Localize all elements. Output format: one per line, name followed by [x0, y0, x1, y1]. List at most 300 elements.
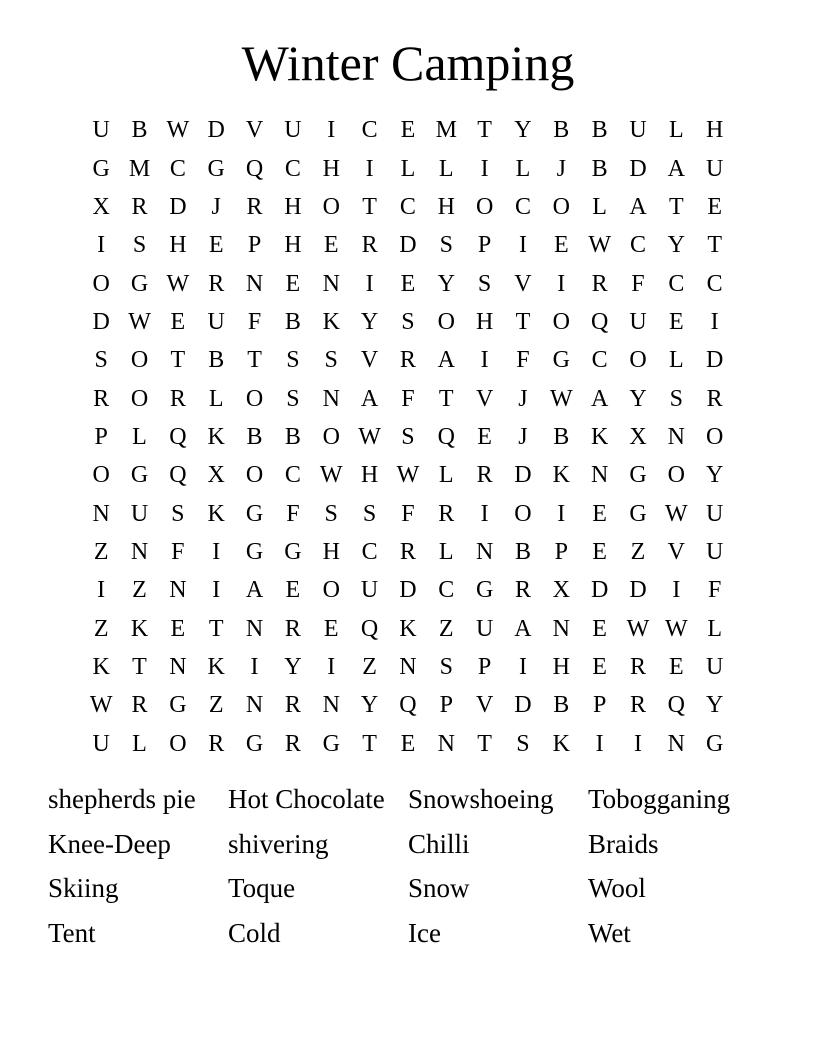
grid-letter: Q	[437, 423, 455, 450]
grid-letter: V	[245, 117, 264, 144]
grid-letter: O	[130, 385, 149, 412]
grid-letter: E	[592, 500, 607, 527]
grid-letter: Z	[93, 615, 109, 642]
grid-letter: J	[518, 385, 528, 412]
grid-letter: L	[438, 155, 454, 182]
grid-letter: K	[207, 423, 225, 450]
grid-letter: G	[245, 538, 264, 565]
grid-letter: G	[552, 347, 570, 374]
grid-letter: F	[171, 538, 185, 565]
grid-letter: G	[130, 462, 149, 489]
grid-letter: D	[92, 308, 110, 335]
grid-letter: E	[400, 730, 416, 757]
grid-letter: E	[400, 117, 416, 144]
grid-letter: M	[435, 117, 457, 144]
word-list-item: Cold	[228, 918, 281, 949]
grid-letter: I	[710, 308, 719, 335]
grid-letter: N	[399, 653, 417, 680]
grid-letter: D	[514, 692, 532, 719]
grid-letter: R	[361, 232, 378, 259]
grid-letter: K	[590, 423, 609, 450]
word-list-item: Braids	[588, 828, 659, 859]
grid-letter: H	[322, 538, 340, 565]
grid-letter: W	[396, 462, 420, 489]
grid-letter: A	[245, 577, 264, 604]
grid-letter: E	[668, 653, 684, 680]
grid-letter: B	[284, 308, 301, 335]
grid-letter: I	[212, 538, 221, 565]
grid-letter: B	[514, 538, 531, 565]
grid-letter: L	[668, 347, 684, 374]
grid-letter: I	[480, 155, 489, 182]
grid-letter: B	[553, 692, 570, 719]
grid-letter: I	[327, 117, 336, 144]
grid-letter: L	[400, 155, 416, 182]
grid-letter: R	[706, 385, 723, 412]
grid-letter: H	[475, 308, 494, 335]
grid-letter: S	[171, 500, 185, 527]
grid-letter: L	[132, 423, 147, 450]
grid-letter: E	[592, 653, 607, 680]
grid-letter: L	[132, 730, 147, 757]
grid-letter: D	[399, 232, 417, 259]
grid-letter: G	[130, 270, 149, 297]
grid-letter: S	[362, 500, 377, 527]
grid-letter: T	[247, 347, 262, 374]
grid-letter: C	[514, 193, 531, 220]
grid-letter: W	[358, 423, 381, 450]
grid-letter: T	[477, 117, 492, 144]
grid-letter: L	[438, 538, 454, 565]
grid-letter: G	[169, 692, 187, 719]
grid-letter: D	[590, 577, 609, 604]
grid-letter: A	[514, 615, 532, 642]
grid-letter: E	[668, 308, 684, 335]
grid-letter: G	[629, 500, 647, 527]
grid-letter: D	[629, 577, 647, 604]
grid-letter: B	[284, 423, 301, 450]
grid-letter: U	[92, 730, 110, 757]
grid-letter: T	[170, 347, 186, 374]
grid-letter: O	[514, 500, 532, 527]
grid-letter: L	[438, 462, 454, 489]
grid-letter: F	[401, 500, 415, 527]
grid-letter: S	[439, 232, 453, 259]
grid-letter: S	[477, 270, 492, 297]
grid-letter: K	[322, 308, 340, 335]
grid-letter: I	[480, 500, 489, 527]
grid-letter: X	[207, 462, 225, 489]
grid-letter: V	[360, 347, 379, 374]
grid-letter: C	[169, 155, 186, 182]
grid-letter: K	[207, 653, 225, 680]
grid-letter: R	[208, 730, 225, 757]
grid-letter: Y	[284, 653, 302, 680]
grid-letter: Y	[706, 692, 724, 719]
grid-letter: C	[361, 538, 378, 565]
grid-letter: Q	[169, 462, 187, 489]
grid-letter: S	[669, 385, 683, 412]
grid-letter: N	[322, 385, 340, 412]
grid-letter: H	[322, 155, 340, 182]
grid-letter: C	[591, 347, 608, 374]
grid-letter: A	[629, 193, 647, 220]
grid-letter: V	[514, 270, 532, 297]
grid-letter: Q	[399, 692, 417, 719]
grid-letter: B	[131, 117, 148, 144]
grid-letter: P	[477, 653, 492, 680]
grid-letter: U	[706, 538, 724, 565]
grid-letter: Y	[360, 692, 379, 719]
grid-letter: W	[549, 385, 573, 412]
grid-letter: U	[629, 308, 647, 335]
word-list-item: Toque	[228, 873, 296, 904]
word-list-item: Tent	[48, 918, 96, 949]
grid-letter: G	[629, 462, 647, 489]
grid-letter: R	[284, 692, 301, 719]
grid-letter: C	[438, 577, 455, 604]
grid-letter: K	[130, 615, 149, 642]
grid-letter: I	[518, 232, 527, 259]
grid-letter: W	[588, 232, 611, 259]
grid-letter: O	[322, 577, 340, 604]
grid-letter: S	[132, 232, 147, 259]
word-list-item: Tobogganing	[588, 784, 731, 814]
grid-letter: L	[707, 615, 722, 642]
grid-letter: R	[131, 193, 148, 220]
grid-letter: C	[399, 193, 416, 220]
grid-letter: W	[89, 692, 113, 719]
grid-letter: I	[365, 155, 374, 182]
grid-letter: D	[169, 193, 187, 220]
grid-letter: O	[245, 385, 264, 412]
grid-letter: S	[94, 347, 108, 374]
grid-letter: B	[553, 117, 570, 144]
grid-letter: M	[128, 155, 151, 182]
grid-letter: I	[97, 577, 106, 604]
grid-letter: O	[706, 423, 724, 450]
grid-letter: S	[516, 730, 530, 757]
grid-letter: B	[591, 155, 608, 182]
grid-letter: N	[475, 538, 494, 565]
grid-letter: R	[476, 462, 493, 489]
grid-letter: H	[706, 117, 724, 144]
grid-letter: B	[591, 117, 608, 144]
grid-letter: C	[361, 117, 378, 144]
grid-letter: K	[207, 500, 225, 527]
grid-letter: E	[707, 193, 722, 220]
grid-letter: S	[286, 385, 300, 412]
grid-letter: K	[552, 462, 570, 489]
grid-letter: F	[401, 385, 415, 412]
grid-letter: D	[399, 577, 417, 604]
grid-letter: O	[92, 270, 110, 297]
grid-letter: C	[706, 270, 723, 297]
grid-letter: W	[665, 615, 688, 642]
grid-letter: Z	[362, 653, 377, 680]
grid-letter: T	[515, 308, 531, 335]
word-list-item: Snowshoeing	[408, 784, 554, 814]
grid-letter: R	[93, 385, 110, 412]
grid-letter: E	[208, 232, 224, 259]
grid-letter: S	[324, 347, 338, 374]
grid-letter: P	[247, 232, 262, 259]
word-list-item: Chilli	[408, 828, 470, 859]
grid-letter: P	[477, 232, 492, 259]
grid-letter: O	[169, 730, 187, 757]
grid-letter: Y	[360, 308, 379, 335]
grid-letter: S	[286, 347, 300, 374]
word-list-item: Ice	[408, 918, 441, 949]
grid-letter: Q	[590, 308, 609, 335]
grid-letter: T	[208, 615, 224, 642]
grid-letter: L	[208, 385, 224, 412]
grid-letter: A	[437, 347, 455, 374]
grid-letter: K	[92, 653, 110, 680]
word-list-item: shivering	[228, 828, 329, 859]
grid-letter: Y	[667, 232, 685, 259]
grid-letter: L	[668, 117, 684, 144]
grid-letter: O	[552, 308, 570, 335]
grid-letter: O	[322, 193, 340, 220]
grid-letter: H	[360, 462, 379, 489]
grid-letter: U	[475, 615, 494, 642]
grid-letter: Z	[438, 615, 454, 642]
grid-letter: D	[207, 117, 225, 144]
grid-letter: R	[438, 500, 455, 527]
grid-letter: U	[706, 500, 724, 527]
grid-letter: R	[399, 538, 416, 565]
grid-letter: N	[322, 692, 340, 719]
grid-letter: H	[284, 232, 302, 259]
grid-letter: J	[211, 193, 221, 220]
grid-letter: G	[207, 155, 225, 182]
grid-letter: E	[170, 308, 186, 335]
word-list	[48, 777, 768, 956]
grid-letter: G	[706, 730, 724, 757]
grid-letter: F	[286, 500, 300, 527]
grid-letter: F	[707, 577, 722, 604]
grid-letter: C	[668, 270, 685, 297]
grid-letter: R	[629, 653, 646, 680]
grid-letter: V	[667, 538, 685, 565]
grid-letter: E	[323, 615, 339, 642]
grid-letter: V	[475, 692, 494, 719]
grid-letter: Q	[169, 423, 187, 450]
grid-letter: S	[439, 653, 453, 680]
grid-letter: N	[437, 730, 455, 757]
grid-letter: Z	[630, 538, 646, 565]
grid-letter: T	[668, 193, 684, 220]
grid-letter: U	[92, 117, 110, 144]
grid-letter: P	[94, 423, 108, 450]
grid-letter: N	[245, 270, 264, 297]
grid-letter: I	[480, 347, 489, 374]
grid-letter: S	[401, 423, 415, 450]
grid-letter: W	[166, 117, 190, 144]
grid-letter: T	[438, 385, 454, 412]
grid-letter: O	[130, 347, 149, 374]
grid-letter: K	[399, 615, 417, 642]
grid-letter: S	[401, 308, 415, 335]
grid-letter: P	[554, 538, 568, 565]
grid-letter: U	[629, 117, 647, 144]
grid-letter: R	[246, 193, 263, 220]
grid-letter: I	[327, 653, 336, 680]
grid-letter: E	[285, 270, 301, 297]
grid-letter: D	[629, 155, 647, 182]
grid-letter: W	[665, 500, 688, 527]
grid-letter: E	[323, 232, 339, 259]
grid-letter: K	[552, 730, 570, 757]
grid-letter: X	[552, 577, 570, 604]
grid-letter: I	[672, 577, 681, 604]
grid-letter: P	[592, 692, 607, 719]
grid-letter: R	[514, 577, 531, 604]
grid-letter: H	[169, 232, 187, 259]
word-list-item: Wet	[588, 918, 631, 949]
grid-letter: C	[284, 462, 301, 489]
grid-letter: R	[131, 692, 148, 719]
grid-letter: T	[132, 653, 147, 680]
grid-letter: R	[591, 270, 608, 297]
grid-letter: U	[130, 500, 149, 527]
grid-letter: C	[629, 232, 646, 259]
grid-letter: A	[667, 155, 685, 182]
grid-letter: O	[667, 462, 685, 489]
grid-letter: Y	[629, 385, 647, 412]
word-list-item: Knee-Deep	[48, 828, 171, 859]
grid-letter: I	[557, 270, 566, 297]
grid-letter: U	[360, 577, 379, 604]
grid-letter: E	[170, 615, 186, 642]
grid-letter: Y	[437, 270, 455, 297]
grid-letter: A	[590, 385, 609, 412]
grid-letter: L	[515, 155, 531, 182]
grid-letter: E	[592, 538, 607, 565]
grid-letter: N	[667, 730, 685, 757]
grid-letter: O	[245, 462, 264, 489]
grid-letter: B	[246, 423, 263, 450]
grid-letter: Q	[245, 155, 264, 182]
grid-letter: N	[92, 500, 110, 527]
page-title: Winter Camping	[241, 35, 575, 91]
grid-letter: B	[553, 423, 570, 450]
word-list-item: Snow	[408, 873, 470, 904]
grid-letter: E	[477, 423, 492, 450]
grid-letter: H	[284, 193, 302, 220]
grid-letter: R	[284, 615, 301, 642]
grid-letter: R	[208, 270, 225, 297]
grid-letter: S	[324, 500, 338, 527]
grid-letter: I	[250, 653, 259, 680]
grid-letter: G	[322, 730, 340, 757]
grid-letter: O	[475, 193, 494, 220]
grid-letter: P	[439, 692, 453, 719]
grid-letter: N	[130, 538, 149, 565]
grid-letter: O	[552, 193, 570, 220]
grid-letter: X	[92, 193, 110, 220]
grid-letter: N	[590, 462, 609, 489]
grid-letter: O	[92, 462, 110, 489]
word-list-item: Hot Chocolate	[228, 784, 385, 814]
grid-letter: H	[437, 193, 455, 220]
grid-letter: G	[245, 730, 264, 757]
grid-letter: I	[633, 730, 642, 757]
grid-letter: G	[475, 577, 494, 604]
grid-letter: N	[552, 615, 570, 642]
grid-letter: N	[169, 653, 187, 680]
grid-letter: N	[322, 270, 340, 297]
word-list-item: Wool	[588, 873, 646, 904]
grid-letter: Z	[93, 538, 109, 565]
grid-letter: T	[362, 193, 377, 220]
grid-letter: Z	[208, 692, 224, 719]
grid-letter: G	[92, 155, 110, 182]
grid-letter: R	[284, 730, 301, 757]
grid-letter: J	[556, 155, 566, 182]
grid-letter: B	[208, 347, 225, 374]
grid-letter: I	[212, 577, 221, 604]
grid-letter: Q	[360, 615, 379, 642]
grid-letter: V	[475, 385, 494, 412]
grid-letter: I	[557, 500, 566, 527]
grid-letter: I	[97, 232, 106, 259]
grid-letter: O	[629, 347, 647, 374]
grid-letter: W	[128, 308, 151, 335]
grid-letter: E	[400, 270, 416, 297]
grid-letter: E	[592, 615, 607, 642]
grid-letter: N	[667, 423, 685, 450]
grid-letter: G	[245, 500, 264, 527]
grid-letter: E	[553, 232, 569, 259]
grid-letter: I	[595, 730, 604, 757]
grid-letter: N	[245, 692, 264, 719]
grid-letter: O	[322, 423, 340, 450]
grid-letter: T	[477, 730, 492, 757]
grid-letter: X	[629, 423, 647, 450]
grid-letter: Z	[132, 577, 147, 604]
grid-letter: U	[207, 308, 225, 335]
grid-letter: F	[247, 308, 262, 335]
grid-letter: H	[552, 653, 570, 680]
grid-letter: G	[284, 538, 302, 565]
grid-letter: Q	[667, 692, 685, 719]
word-list-item: Skiing	[48, 873, 119, 904]
grid-letter: N	[169, 577, 187, 604]
grid-letter: U	[284, 117, 302, 144]
grid-letter: I	[365, 270, 374, 297]
grid-letter: N	[245, 615, 264, 642]
grid-letter: Y	[706, 462, 724, 489]
letter-grid	[82, 111, 734, 763]
grid-letter: T	[707, 232, 722, 259]
word-list-item: shepherds pie	[48, 784, 196, 814]
grid-letter: T	[362, 730, 377, 757]
grid-letter: R	[399, 347, 416, 374]
grid-letter: Y	[514, 117, 532, 144]
grid-letter: W	[319, 462, 343, 489]
grid-letter: U	[706, 155, 724, 182]
grid-letter: L	[592, 193, 607, 220]
grid-letter: O	[437, 308, 455, 335]
grid-letter: R	[169, 385, 186, 412]
grid-letter: W	[166, 270, 190, 297]
grid-letter: I	[518, 653, 527, 680]
grid-letter: F	[516, 347, 530, 374]
grid-letter: A	[360, 385, 379, 412]
grid-letter: W	[626, 615, 650, 642]
